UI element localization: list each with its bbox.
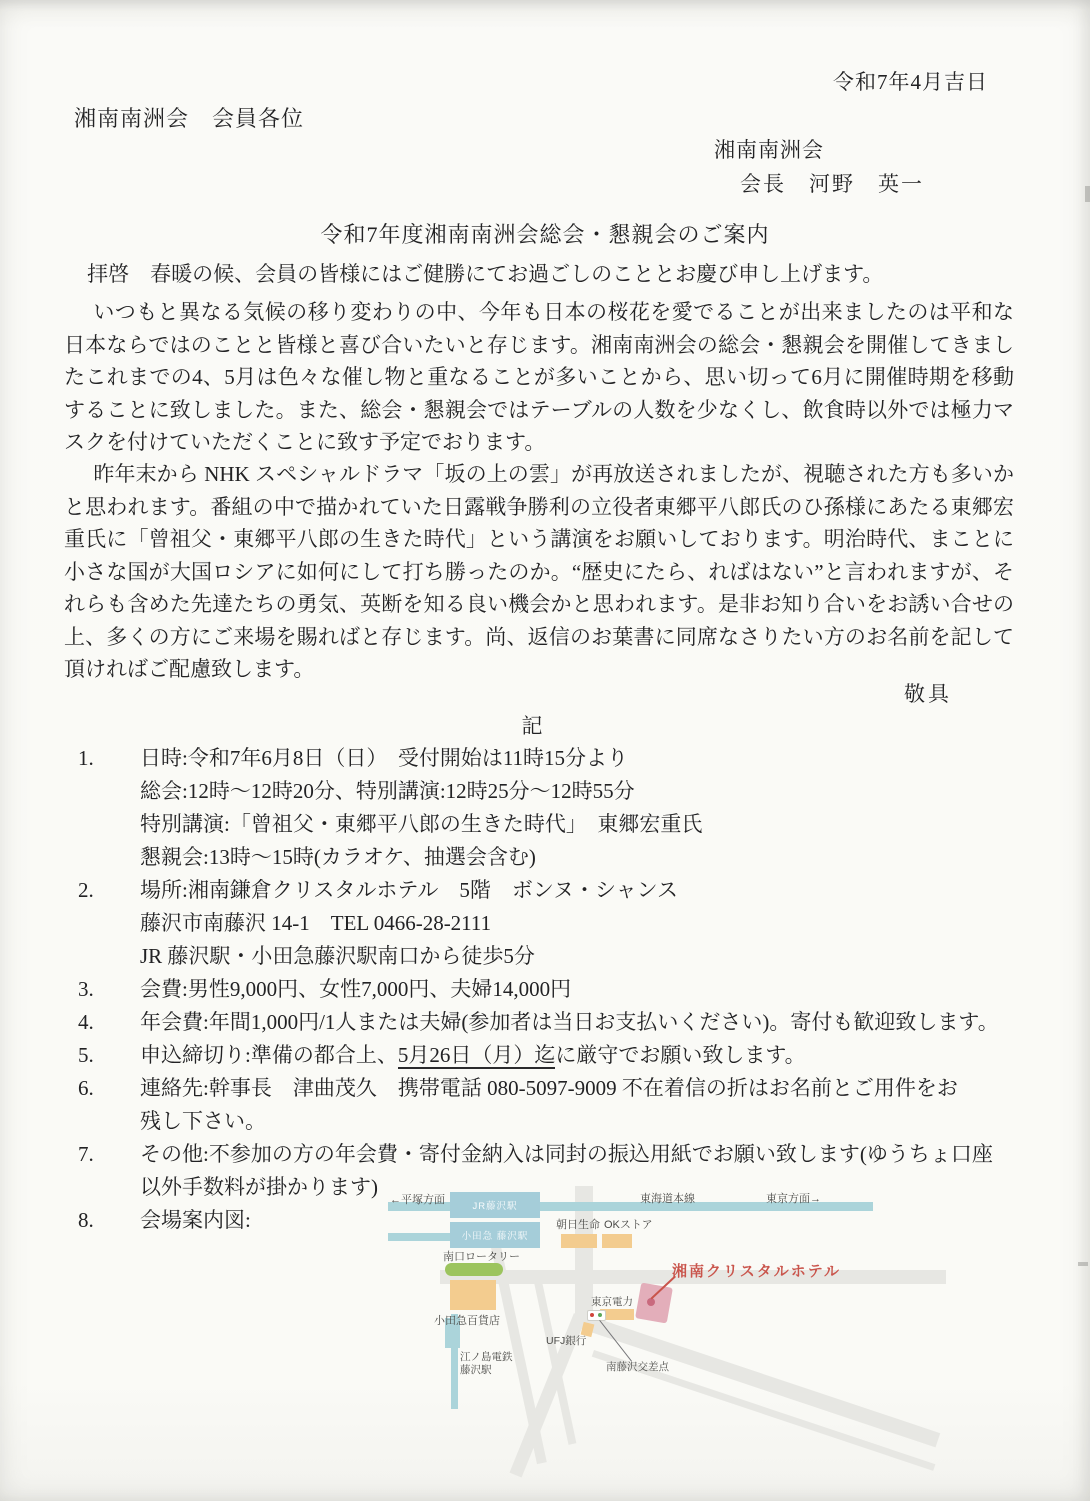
item-line	[140, 1039, 1018, 1072]
item-line: 場所:湘南鎌倉クリスタルホテル 5階 ボンヌ・シャンス	[140, 878, 678, 902]
scan-artifact	[1085, 186, 1090, 202]
map-rotary-shape	[445, 1263, 503, 1276]
venue-map	[388, 1186, 948, 1486]
item-line: 日時:令和7年6月8日（日） 受付開始は11時15分より	[140, 746, 629, 770]
item-number: 7.	[78, 1142, 94, 1166]
list-item-annual-fee	[78, 1006, 1018, 1039]
map-odakyu-fujisawa-station: 小田急 藤沢駅	[450, 1222, 540, 1248]
list-item-datetime	[78, 742, 1018, 874]
item-number: 2.	[78, 878, 94, 902]
sender-name: 会長 河野 英一	[740, 172, 924, 196]
item-line: 以外手数料が掛かります)	[140, 1175, 378, 1199]
map-traffic-light-icon	[587, 1310, 606, 1321]
item-number: 6.	[78, 1076, 94, 1100]
item-line: 藤沢市南藤沢 14-1 TEL 0466-28-2111	[140, 911, 492, 935]
item-number: 8.	[78, 1208, 94, 1232]
map-asahi-seimei-building	[561, 1234, 597, 1248]
item-number: 3.	[78, 977, 94, 1001]
closing-keigu: 敬具	[904, 682, 952, 706]
addressee: 湘南南洲会 会員各位	[74, 106, 305, 131]
greeting-line: 拝啓 春暖の候、会員の皆様にはご健勝にてお過ごしのこととお慶び申し上げます。	[87, 262, 884, 286]
item-number: 5.	[78, 1043, 94, 1067]
item-line: その他:不参加の方の年会費・寄付金納入は同封の振込用紙でお願い致します(ゆうちょ口座	[140, 1142, 993, 1166]
item-line: 特別講演:「曾祖父・東郷平八郎の生きた時代」 東郷宏重氏	[140, 812, 703, 836]
deadline-underlined-date: 5月26日（月）迄	[397, 1043, 556, 1067]
map-ok-store-label: OKストア	[604, 1219, 653, 1231]
list-item-contact	[78, 1072, 1018, 1138]
notice-list	[78, 742, 1018, 1237]
map-road-diagonal-right	[573, 1312, 940, 1447]
map-jr-fujisawa-station: JR藤沢駅	[450, 1192, 540, 1218]
map-direction-tokyo: 東京方面→	[766, 1193, 821, 1205]
scan-artifact	[1078, 1262, 1088, 1266]
item-line: 総会:12時～12時20分、特別講演:12時25分～12時55分	[140, 779, 635, 803]
list-item-place	[78, 874, 1018, 973]
item-line: 年会費:年間1,000円/1人または夫婦(参加者は当日お支払いください)。寄付も歓迎致します。	[140, 1010, 999, 1034]
item-line: 残し下さい。	[140, 1109, 266, 1133]
record-marker: 記	[521, 714, 545, 738]
deadline-post: に厳守でお願い致します。	[555, 1043, 806, 1067]
list-item-deadline	[78, 1039, 1018, 1072]
letter-title: 令和7年度湘南南洲会総会・懇親会のご案内	[320, 222, 770, 247]
map-enoden-label: 江ノ島電鉄 藤沢駅	[460, 1351, 513, 1376]
item-number: 1.	[78, 746, 94, 770]
map-crossing-label: 南藤沢交差点	[606, 1361, 669, 1373]
body-paragraph-1: いつもと異なる気候の移り変わりの中、今年も日本の桜花を愛でることが出来ましたのは平和な日本ならではのことと皆様と喜び合いたいと存じます。湘南南洲会の総会・懇親会を開催してきましたこれまでの4、5月は色々な催し物と重なることが多いことから、思い切って6月に開催時期を移動することに致しました。また、総会・懇親会ではテーブルの人数を少なくし、飲食時以外では極力マスクを付けていただくことに致す予定でおります。	[64, 300, 1014, 454]
map-tokaido-label: 東海道本線	[640, 1193, 695, 1205]
body-paragraph-2: 昨年末から NHK スペシャルドラマ「坂の上の雲」が再放送されましたが、視聴された方も多いかと思われます。番組の中で描かれていた日露戦争勝利の立役者東郷平八郎氏のひ孫様にあたる東郷宏重氏に「曾祖父・東郷平八郎の生きた時代」という講演をお願いしております。明治時代、まことに小さな国が大国ロシアに如何にして打ち勝ったのか。“歴史にたら、ればはない”と言われますが、それらも含めた先達たちの勇気、英断を知る良い機会かと思われます。是非お知り合いをお誘い合せの上、多くの方にご来場を賜ればと存じます。尚、返信のお葉書に同席なさりたい方のお名前を記して頂ければご配慮致します。	[64, 462, 1014, 681]
list-item-fee	[78, 973, 1018, 1006]
map-hotel-label: 湘南クリスタルホテル	[672, 1263, 841, 1280]
map-asahi-seimei-label: 朝日生命	[556, 1219, 600, 1231]
map-tepco-label: 東京電力	[591, 1296, 633, 1308]
map-odakyu-department-building	[450, 1280, 496, 1310]
map-rotary-label: 南口ロータリー	[443, 1251, 520, 1263]
item-line: 懇親会:13時～15時(カラオケ、抽選会含む)	[140, 845, 536, 869]
map-ufj-label: UFJ銀行	[546, 1335, 587, 1347]
item-line: 会費:男性9,000円、女性7,000円、夫婦14,000円	[140, 977, 572, 1001]
map-ok-store-building	[602, 1234, 632, 1248]
item-line: 会場案内図:	[140, 1208, 251, 1232]
map-odakyu-department-label: 小田急百貨店	[434, 1315, 500, 1327]
map-direction-hiratsuka: ←平塚方面	[390, 1194, 445, 1206]
map-odakyu-line	[388, 1233, 450, 1241]
item-line: JR 藤沢駅・小田急藤沢駅南口から徒歩5分	[140, 944, 535, 968]
deadline-pre: 申込締切り:準備の都合上、	[140, 1043, 398, 1067]
letter-date: 令和7年4月吉日	[833, 70, 988, 94]
item-number: 4.	[78, 1010, 94, 1034]
item-line: 連絡先:幹事長 津曲茂久 携帯電話 080-5097-9009 不在着信の折はお名前とご用件をお	[140, 1076, 958, 1100]
sender-organization: 湘南南洲会	[714, 138, 824, 162]
